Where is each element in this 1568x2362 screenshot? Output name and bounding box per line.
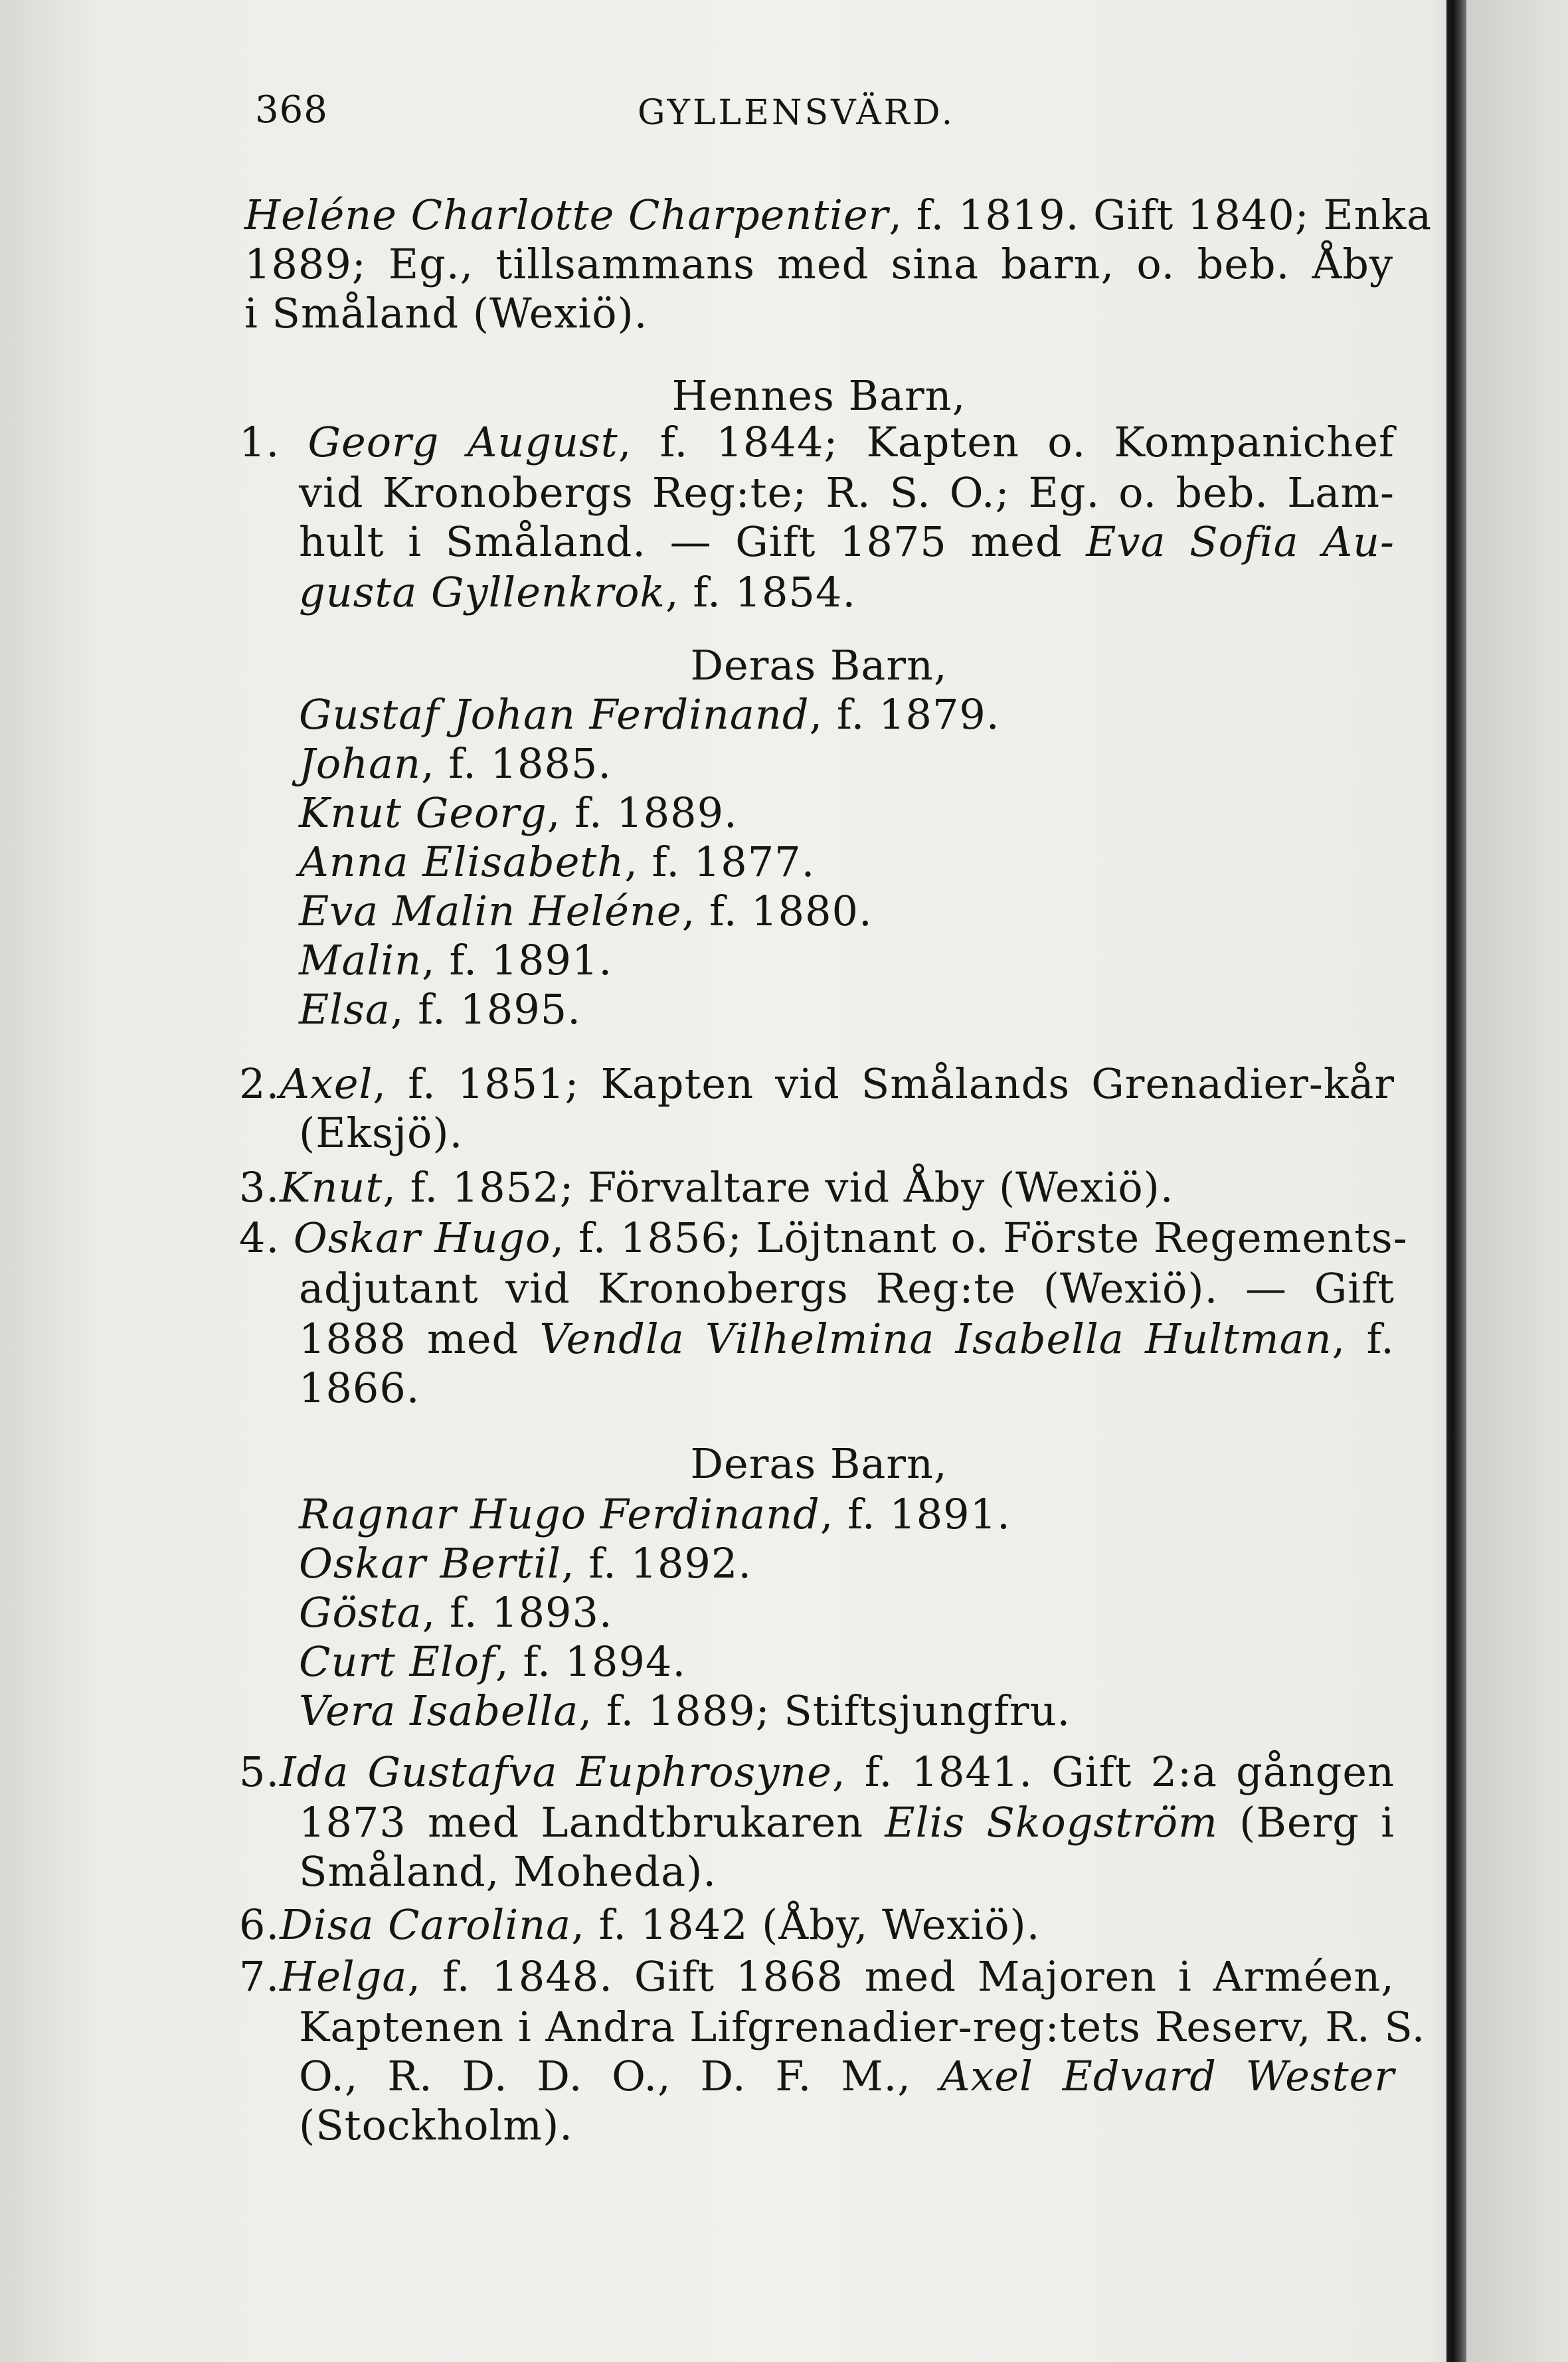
text-line: 1873 med Landtbrukaren Elis Skogström (Berg i [299,1798,1395,1847]
list-item: Gösta, f. 1893. [299,1588,613,1637]
list-item: Malin, f. 1891. [299,936,613,984]
text-line: O., R. D. D. O., D. F. M., Axel Edvard Wester [299,2052,1395,2100]
list-item: Eva Malin Heléne, f. 1880. [299,887,873,935]
list-item: Ragnar Hugo Ferdinand, f. 1891. [299,1490,1011,1538]
page-shadow [1466,0,1568,2362]
text-line: Heléne Charlotte Charpentier, f. 1819. Gift 1840; Enka [244,191,1433,239]
section-heading: Deras Barn, [690,1439,948,1488]
text-line: 7.Helga, f. 1848. Gift 1868 med Majoren i Arméen, [239,1952,1395,2001]
text-line: (Eksjö). [299,1109,464,1157]
text-line: adjutant vid Kronobergs Reg:te (Wexiö). — Gift [299,1264,1395,1313]
text-line: 1889; Eg., tillsammans med sina barn, o. beb. Åby [244,240,1393,288]
text-line: vid Kronobergs Reg:te; R. S. O.; Eg. o. beb. Lam- [299,468,1395,517]
text-line: (Stockholm). [299,2101,573,2149]
text-line: hult i Småland. — Gift 1875 med Eva Sofia Au- [299,517,1395,566]
text-line: Kaptenen i Andra Lifgrenadier-reg:tets Reserv, R. S. [299,2003,1426,2051]
list-item: Elsa, f. 1895. [299,985,581,1034]
list-item: Johan, f. 1885. [299,739,612,788]
text-line: 3.Knut, f. 1852; Förvaltare vid Åby (Wexiö). [239,1163,1174,1212]
section-heading: Hennes Barn, [671,371,966,420]
text-line: 1. Georg August, f. 1844; Kapten o. Kompanichef [239,418,1395,466]
text-line: i Småland (Wexiö). [244,289,648,337]
text-line: 5.Ida Gustafva Euphrosyne, f. 1841. Gift 2:a gången [239,1748,1395,1796]
list-item: Oskar Bertil, f. 1892. [299,1539,752,1588]
text-line: 2.Axel, f. 1851; Kapten vid Smålands Grenadier-kår [239,1059,1395,1108]
text-line: 1866. [299,1364,420,1412]
list-item: Curt Elof, f. 1894. [299,1637,687,1686]
text-line: gusta Gyllenkrok, f. 1854. [299,568,857,616]
text-line: 1888 med Vendla Vilhelmina Isabella Hultman, f. [299,1315,1395,1363]
text-line: 4. Oskar Hugo, f. 1856; Löjtnant o. Förste Regements- [239,1214,1408,1262]
text-line: Småland, Moheda). [299,1847,717,1896]
list-item: Gustaf Johan Ferdinand, f. 1879. [299,690,1000,739]
list-item: Vera Isabella, f. 1889; Stiftsjungfru. [299,1686,1071,1735]
page-number: 368 [255,88,328,132]
page-binding-edge [1446,0,1466,2362]
list-item: Knut Georg, f. 1889. [299,788,738,837]
list-item: Anna Elisabeth, f. 1877. [299,838,816,886]
section-heading: Deras Barn, [690,641,948,689]
text-line: 6.Disa Carolina, f. 1842 (Åby, Wexiö). [239,1900,1041,1949]
page-title: GYLLENSVÄRD. [638,93,956,133]
